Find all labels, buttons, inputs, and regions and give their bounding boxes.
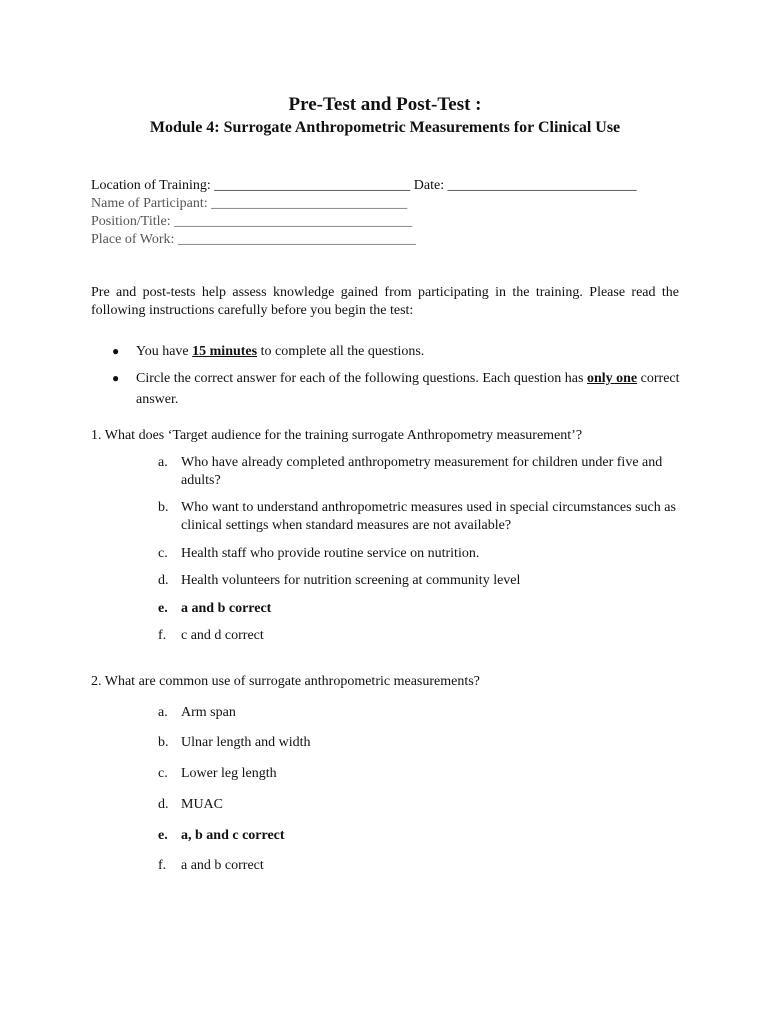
instruction-answer: [112, 368, 681, 410]
question-2: 2. What are common use of surrogate anthropometric measurements?: [91, 674, 480, 689]
option-text: Health volunteers for nutrition screening at community level: [181, 573, 521, 588]
option-text: a and b correct: [181, 601, 272, 616]
option-text: Lower leg length: [181, 766, 277, 781]
location-date-field: Location of Training: ____________________________ Date: ___________________________: [91, 178, 637, 193]
intro-paragraph: Pre and post-tests help assess knowledge gained from participating in the training. Please read the following instructions carefully before you begin the test:: [91, 285, 679, 318]
option-letter: e.: [158, 601, 168, 616]
option-letter: a.: [158, 705, 168, 720]
option-text: Who want to understand anthropometric measures used in special circumstances such as clinical settings when standard measures are not available?: [181, 500, 676, 533]
page-subtitle: Module 4: Surrogate Anthropometric Measurements for Clinical Use: [149, 119, 621, 136]
instruction-answer-prefix: Circle the correct answer for each of the following questions. Each question has: [136, 371, 587, 386]
option-letter: d.: [158, 797, 169, 812]
q2-option-a: [158, 704, 678, 722]
q1-option-c: [158, 545, 678, 563]
place-of-work-field: Place of Work: __________________________________: [91, 232, 416, 247]
q1-option-b: [158, 499, 678, 535]
option-text: a and b correct: [181, 858, 264, 873]
option-letter: b.: [158, 500, 169, 515]
option-letter: b.: [158, 735, 169, 750]
q2-option-e: [158, 827, 678, 845]
question-1: 1. What does ‘Target audience for the training surrogate Anthropometry measurement’?: [91, 428, 583, 443]
option-letter: f.: [158, 628, 167, 643]
option-text: c and d correct: [181, 628, 264, 643]
q1-option-f: [158, 627, 678, 645]
participant-name-field: Name of Participant: ____________________________: [91, 196, 408, 211]
q1-option-d: [158, 572, 678, 590]
option-letter: c.: [158, 546, 168, 561]
page-title: Pre-Test and Post-Test :: [288, 94, 482, 115]
option-text: Arm span: [181, 705, 236, 720]
option-text: a, b and c correct: [181, 828, 285, 843]
q2-option-f: [158, 857, 678, 875]
option-text: Ulnar length and width: [181, 735, 311, 750]
option-letter: f.: [158, 858, 167, 873]
instruction-time-suffix: to complete all the questions.: [257, 344, 425, 359]
instruction-time: [112, 341, 681, 362]
bullet-icon: ●: [112, 344, 120, 358]
bullet-icon: ●: [112, 371, 120, 385]
q2-option-c: [158, 765, 678, 783]
option-text: Health staff who provide routine service on nutrition.: [181, 546, 480, 561]
instruction-answer-suffix: correct answer.: [136, 371, 680, 407]
q1-option-a: [158, 454, 678, 490]
instruction-time-prefix: You have: [136, 344, 193, 359]
option-text: MUAC: [181, 797, 224, 812]
q1-option-e: [158, 600, 678, 618]
instruction-time-bold: 15 minutes: [192, 344, 258, 359]
option-letter: a.: [158, 455, 168, 470]
q2-option-d: [158, 796, 678, 814]
option-letter: e.: [158, 828, 168, 843]
instruction-answer-bold: only one: [586, 371, 638, 386]
option-letter: c.: [158, 766, 168, 781]
position-title-field: Position/Title: __________________________________: [91, 214, 413, 229]
option-letter: d.: [158, 573, 169, 588]
option-text: Who have already completed anthropometry measurement for children under five and adults?: [181, 455, 663, 488]
q2-option-b: [158, 734, 678, 752]
